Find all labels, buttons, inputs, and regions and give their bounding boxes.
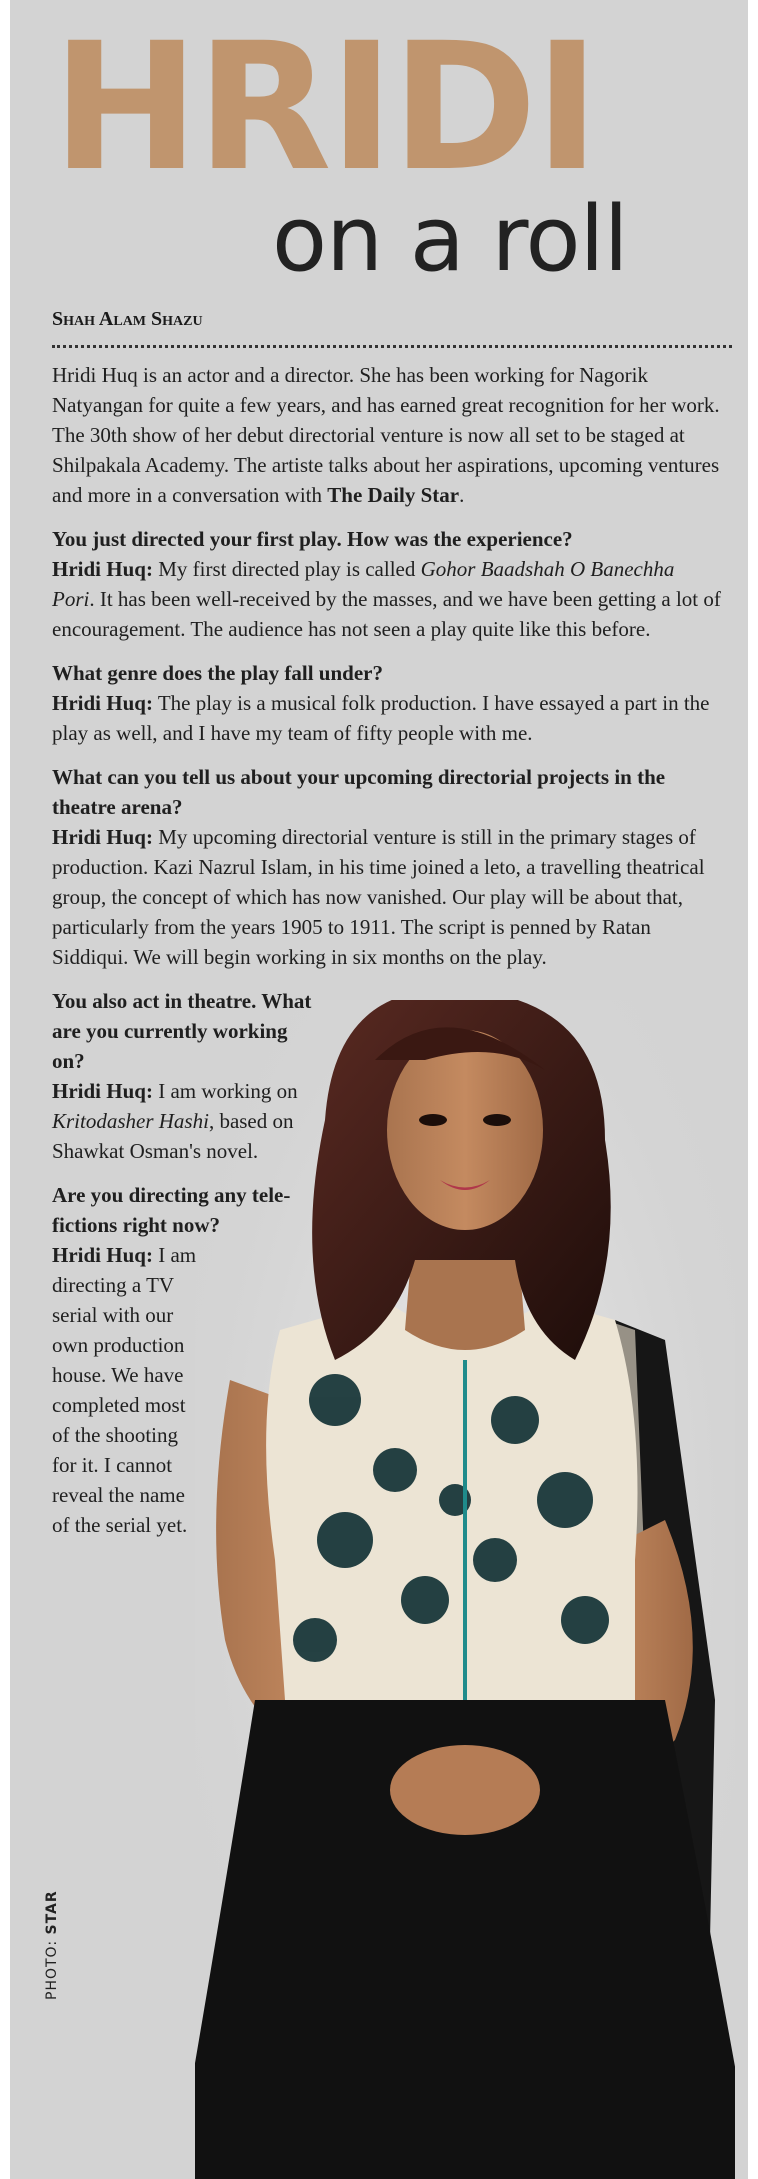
question: What genre does the play fall under? <box>52 661 383 685</box>
article-body <box>52 360 722 1554</box>
question: What can you tell us about your upcoming directorial projects in the theatre arena? <box>52 765 666 819</box>
qa-item <box>52 762 722 972</box>
question: You just directed your first play. How was the experience? <box>52 527 573 551</box>
answer: My upcoming directorial venture is still in the primary stages of production. Kazi Nazrul Islam, in his time joined a leto, a travelling theatrical group, the concept of which has now vanished. Our play will be about that, particularly from the years 1905 to 1911. The script is penned by Ratan Siddiqui. We will begin working in six months on the play. <box>52 825 705 969</box>
publication-name: The Daily Star <box>327 483 460 507</box>
intro-paragraph: Hridi Huq is an actor and a director. She has been working for Nagorik Natyangan for quite a few years, and has earned great recognition for her work. The 30th show of her debut directorial venture is now all set to be staged at Shilpakala Academy. The artiste talks about her aspirations, upcoming ventures and more in a conversation with The Daily Star. <box>52 363 720 507</box>
headline: HRIDI <box>52 5 597 210</box>
answer: The play is a musical folk production. I have essayed a part in the play as well, and I have my team of fifty people with me. <box>52 691 710 745</box>
qa-item <box>52 658 722 748</box>
speaker-label: Hridi Huq: <box>52 557 153 581</box>
byline: Shah Alam Shazu <box>52 308 203 330</box>
article-page <box>10 0 748 2179</box>
subhead: on a roll <box>272 187 628 292</box>
speaker-label: Hridi Huq: <box>52 691 153 715</box>
novel-title: Kritodasher Hashi <box>52 1109 209 1133</box>
answer: I am directing a TV serial with our own production house. We have completed most of the shooting for it. I cannot reveal the name of the serial yet. <box>52 1243 197 1537</box>
photo-credit: PHOTO: STAR <box>44 1890 60 2000</box>
speaker-label: Hridi Huq: <box>52 825 153 849</box>
speaker-label: Hridi Huq: <box>52 1243 153 1267</box>
speaker-label: Hridi Huq: <box>52 1079 153 1103</box>
play-title: Gohor Baadshah O Banechha Pori <box>52 557 675 611</box>
qa-item: You just directed your first play. How was the experience? Hridi Huq: My first directed play is called Gohor Baadshah O Banechha Pori. It has been well-received by the masses, and we have been getting a lot of encouragement. The audience has not seen a play quite like this before. <box>52 524 722 644</box>
dotted-divider <box>52 345 732 348</box>
question: You also act in theatre. What are you currently working on? <box>52 989 312 1073</box>
question: Are you directing any tele-fictions right now? <box>52 1183 291 1237</box>
qa-item: You also act in theatre. What are you currently working on? Hridi Huq: I am working on Kritodasher Hashi, based on Shawkat Osman's novel. <box>52 986 322 1166</box>
qa-item <box>52 1180 291 1540</box>
